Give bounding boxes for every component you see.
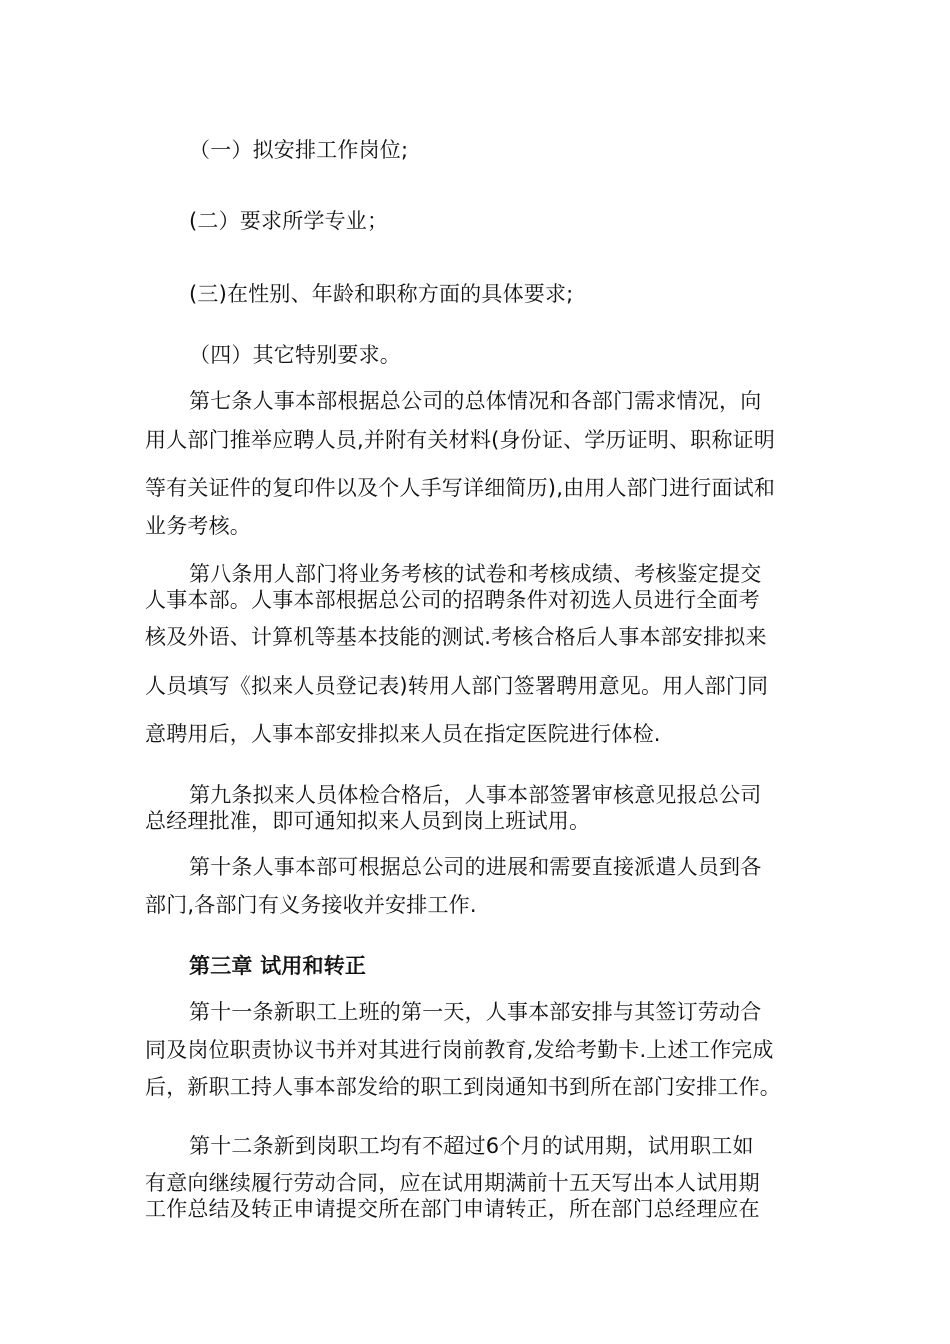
article-9-line-1: 第九条拟来人员体检合格后，人事本部签署审核意见报总公司 [189,783,762,807]
list-item-4: （四）其它特别要求。 [189,343,401,367]
list-item-1: （一）拟安排工作岗位; [189,138,409,162]
article-8-line-1: 第八条用人部门将业务考核的试卷和考核成绩、考核鉴定提交 [189,562,762,586]
article-7-line-2: 用人部门推举应聘人员,并附有关材料(身份证、学历证明、职称证明 [145,428,776,452]
article-8-line-2: 人事本部。人事本部根据总公司的招聘条件对初选人员进行全面考 [145,588,760,612]
article-12-line-2: 有意向继续履行劳动合同，应在试用期满前十五天写出本人试用期 [145,1171,760,1195]
article-8-line-4: 人员填写《拟来人员登记表)转用人部门签署聘用意见。用人部门同 [145,674,769,698]
article-7-line-3: 等有关证件的复印件以及个人手写详细简历),由用人部门进行面试和 [145,476,776,500]
article-11-line-3: 后，新职工持人事本部发给的职工到岗通知书到所在部门安排工作。 [145,1075,781,1099]
article-10-line-1: 第十条人事本部可根据总公司的进展和需要直接派遣人员到各 [189,855,762,879]
article-8-line-5: 意聘用后，人事本部安排拟来人员在指定医院进行体检. [145,722,661,746]
article-7-line-4: 业务考核。 [145,514,251,538]
list-item-2: (二）要求所学专业； [189,209,389,233]
article-12-line-1: 第十二条新到岗职工均有不超过6个月的试用期，试用职工如 [189,1134,754,1158]
chapter-heading: 第三章 试用和转正 [189,954,367,978]
article-11-line-2: 同及岗位职责协议书并对其进行岗前教育,发给考勤卡.上述工作完成 [145,1038,774,1062]
article-10-line-2: 部门,各部门有义务接收并安排工作. [145,893,477,917]
article-12-line-3: 工作总结及转正申请提交所在部门申请转正，所在部门总经理应在 [145,1197,760,1221]
article-7-line-1: 第七条人事本部根据总公司的总体情况和各部门需求情况，向 [189,389,762,413]
article-11-line-1: 第十一条新职工上班的第一天，人事本部安排与其签订劳动合 [189,1000,762,1024]
list-item-3: (三)在性别、年龄和职称方面的具体要求; [189,282,574,306]
article-9-line-2: 总经理批准，即可通知拟来人员到岗上班试用。 [145,809,591,833]
article-8-line-3: 核及外语、计算机等基本技能的测试.考核合格后人事本部安排拟来 [145,625,767,649]
